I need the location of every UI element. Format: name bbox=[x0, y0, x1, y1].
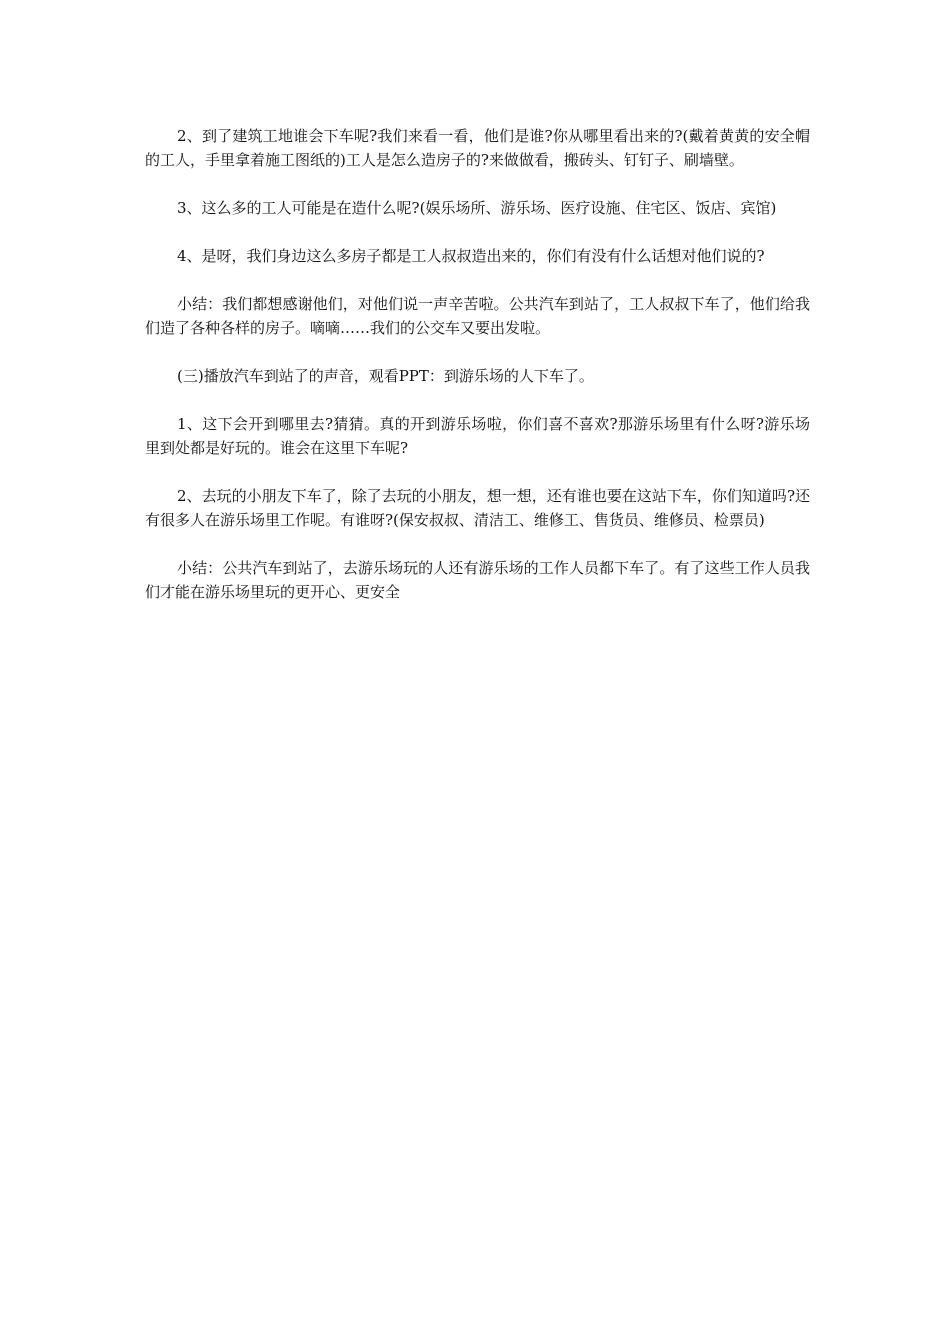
paragraph-construction-site: 2、到了建筑工地谁会下车呢?我们来看一看，他们是谁?你从哪里看出来的?(戴着黄黄的安全帽的工人，手里拿着施工图纸的)工人是怎么造房子的?来做做看，搬砖头、钉钉子、刷墙壁。 bbox=[145, 127, 810, 169]
document-body bbox=[145, 124, 810, 628]
section-heading-amusement-park: (三)播放汽车到站了的声音，观看PPT：到游乐场的人下车了。 bbox=[177, 367, 594, 385]
paragraph-where-next: 1、这下会开到哪里去?猜猜。真的开到游乐场啦，你们喜不喜欢?那游乐场里有什么呀?游乐场里到处都是好玩的。谁会在这里下车呢? bbox=[145, 415, 810, 457]
paragraph-park-staff: 2、去玩的小朋友下车了，除了去玩的小朋友，想一想，还有谁也要在这站下车，你们知道吗?还有很多人在游乐场里工作呢。有谁呀?(保安叔叔、清洁工、维修工、售货员、维修员、检票员) bbox=[145, 487, 810, 529]
paragraph-summary-workers: 小结：我们都想感谢他们，对他们说一声辛苦啦。公共汽车到站了，工人叔叔下车了，他们给我们造了各种各样的房子。嘀嘀……我们的公交车又要出发啦。 bbox=[145, 295, 810, 337]
paragraph-summary-park: 小结：公共汽车到站了，去游乐场玩的人还有游乐场的工作人员都下车了。有了这些工作人员我们才能在游乐场里玩的更开心、更安全 bbox=[145, 559, 810, 601]
paragraph-what-building: 3、这么多的工人可能是在造什么呢?(娱乐场所、游乐场、医疗设施、住宅区、饭店、宾馆) bbox=[177, 199, 777, 217]
paragraph-thank-workers: 4、是呀，我们身边这么多房子都是工人叔叔造出来的，你们有没有什么话想对他们说的? bbox=[177, 247, 765, 265]
